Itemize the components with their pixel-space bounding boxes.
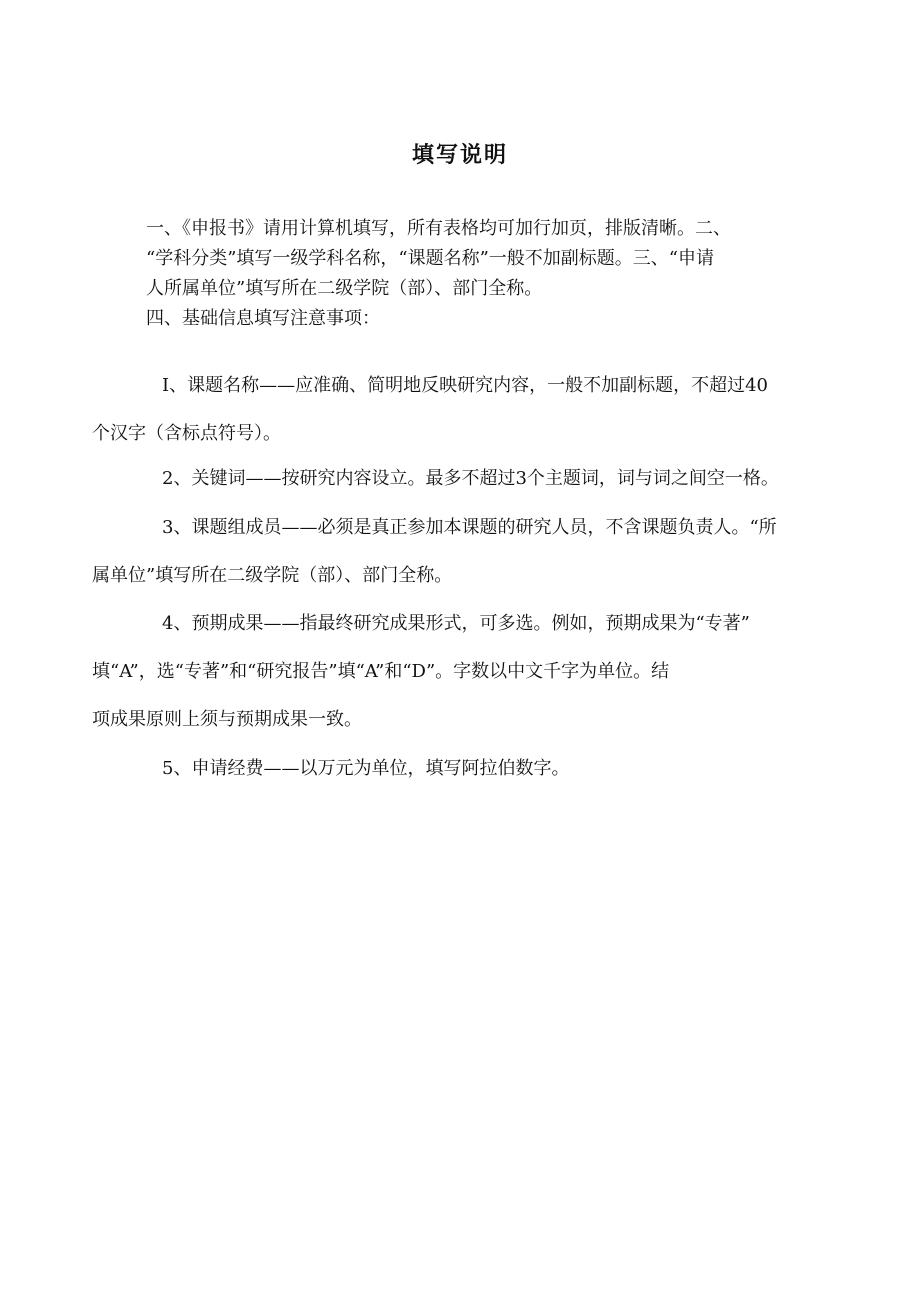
- note-line: 3、课题组成员——必须是真正参加本课题的研究人员，不含课题负责人。“所: [162, 517, 777, 538]
- note-line: 5、申请经费——以万元为单位，填写阿拉伯数字。: [162, 758, 570, 779]
- note-line: 个汉字（含标点符号）。: [92, 423, 281, 444]
- note-item-3: [92, 504, 852, 600]
- note-item-1: [92, 362, 852, 458]
- note-line: I、课题名称——应准确、简明地反映研究内容，一般不加副标题，不超过40: [162, 375, 769, 396]
- note-item-5: [92, 745, 852, 793]
- note-item-2: [92, 455, 852, 503]
- intro-line: “学科分类”填写一级学科名称，“课题名称”一般不加副标题。三、“申请: [146, 248, 715, 269]
- intro-paragraph: [146, 214, 846, 334]
- note-line: 属单位”填写所在二级学院（部）、部门全称。: [92, 565, 453, 586]
- note-line: 项成果原则上须与预期成果一致。: [92, 709, 362, 730]
- section-heading: 四、基础信息填写注意事项：: [146, 308, 380, 329]
- intro-line: 一、《申报书》请用计算机填写，所有表格均可加行加页，排版清晰。二、: [146, 218, 731, 239]
- note-line: 4、预期成果——指最终研究成果形式，可多选。例如，预期成果为“专著”: [162, 613, 750, 634]
- note-item-4: [92, 600, 852, 744]
- note-line: 2、关键词——按研究内容设立。最多不超过3个主题词，词与词之间空一格。: [162, 468, 779, 489]
- intro-line: 人所属单位”填写所在二级学院（部）、部门全称。: [146, 278, 543, 299]
- page-title: 填写说明: [411, 143, 508, 168]
- note-line: 填“A”，选“专著”和“研究报告”填“A”和“D”。字数以中文千字为单位。结: [92, 661, 670, 682]
